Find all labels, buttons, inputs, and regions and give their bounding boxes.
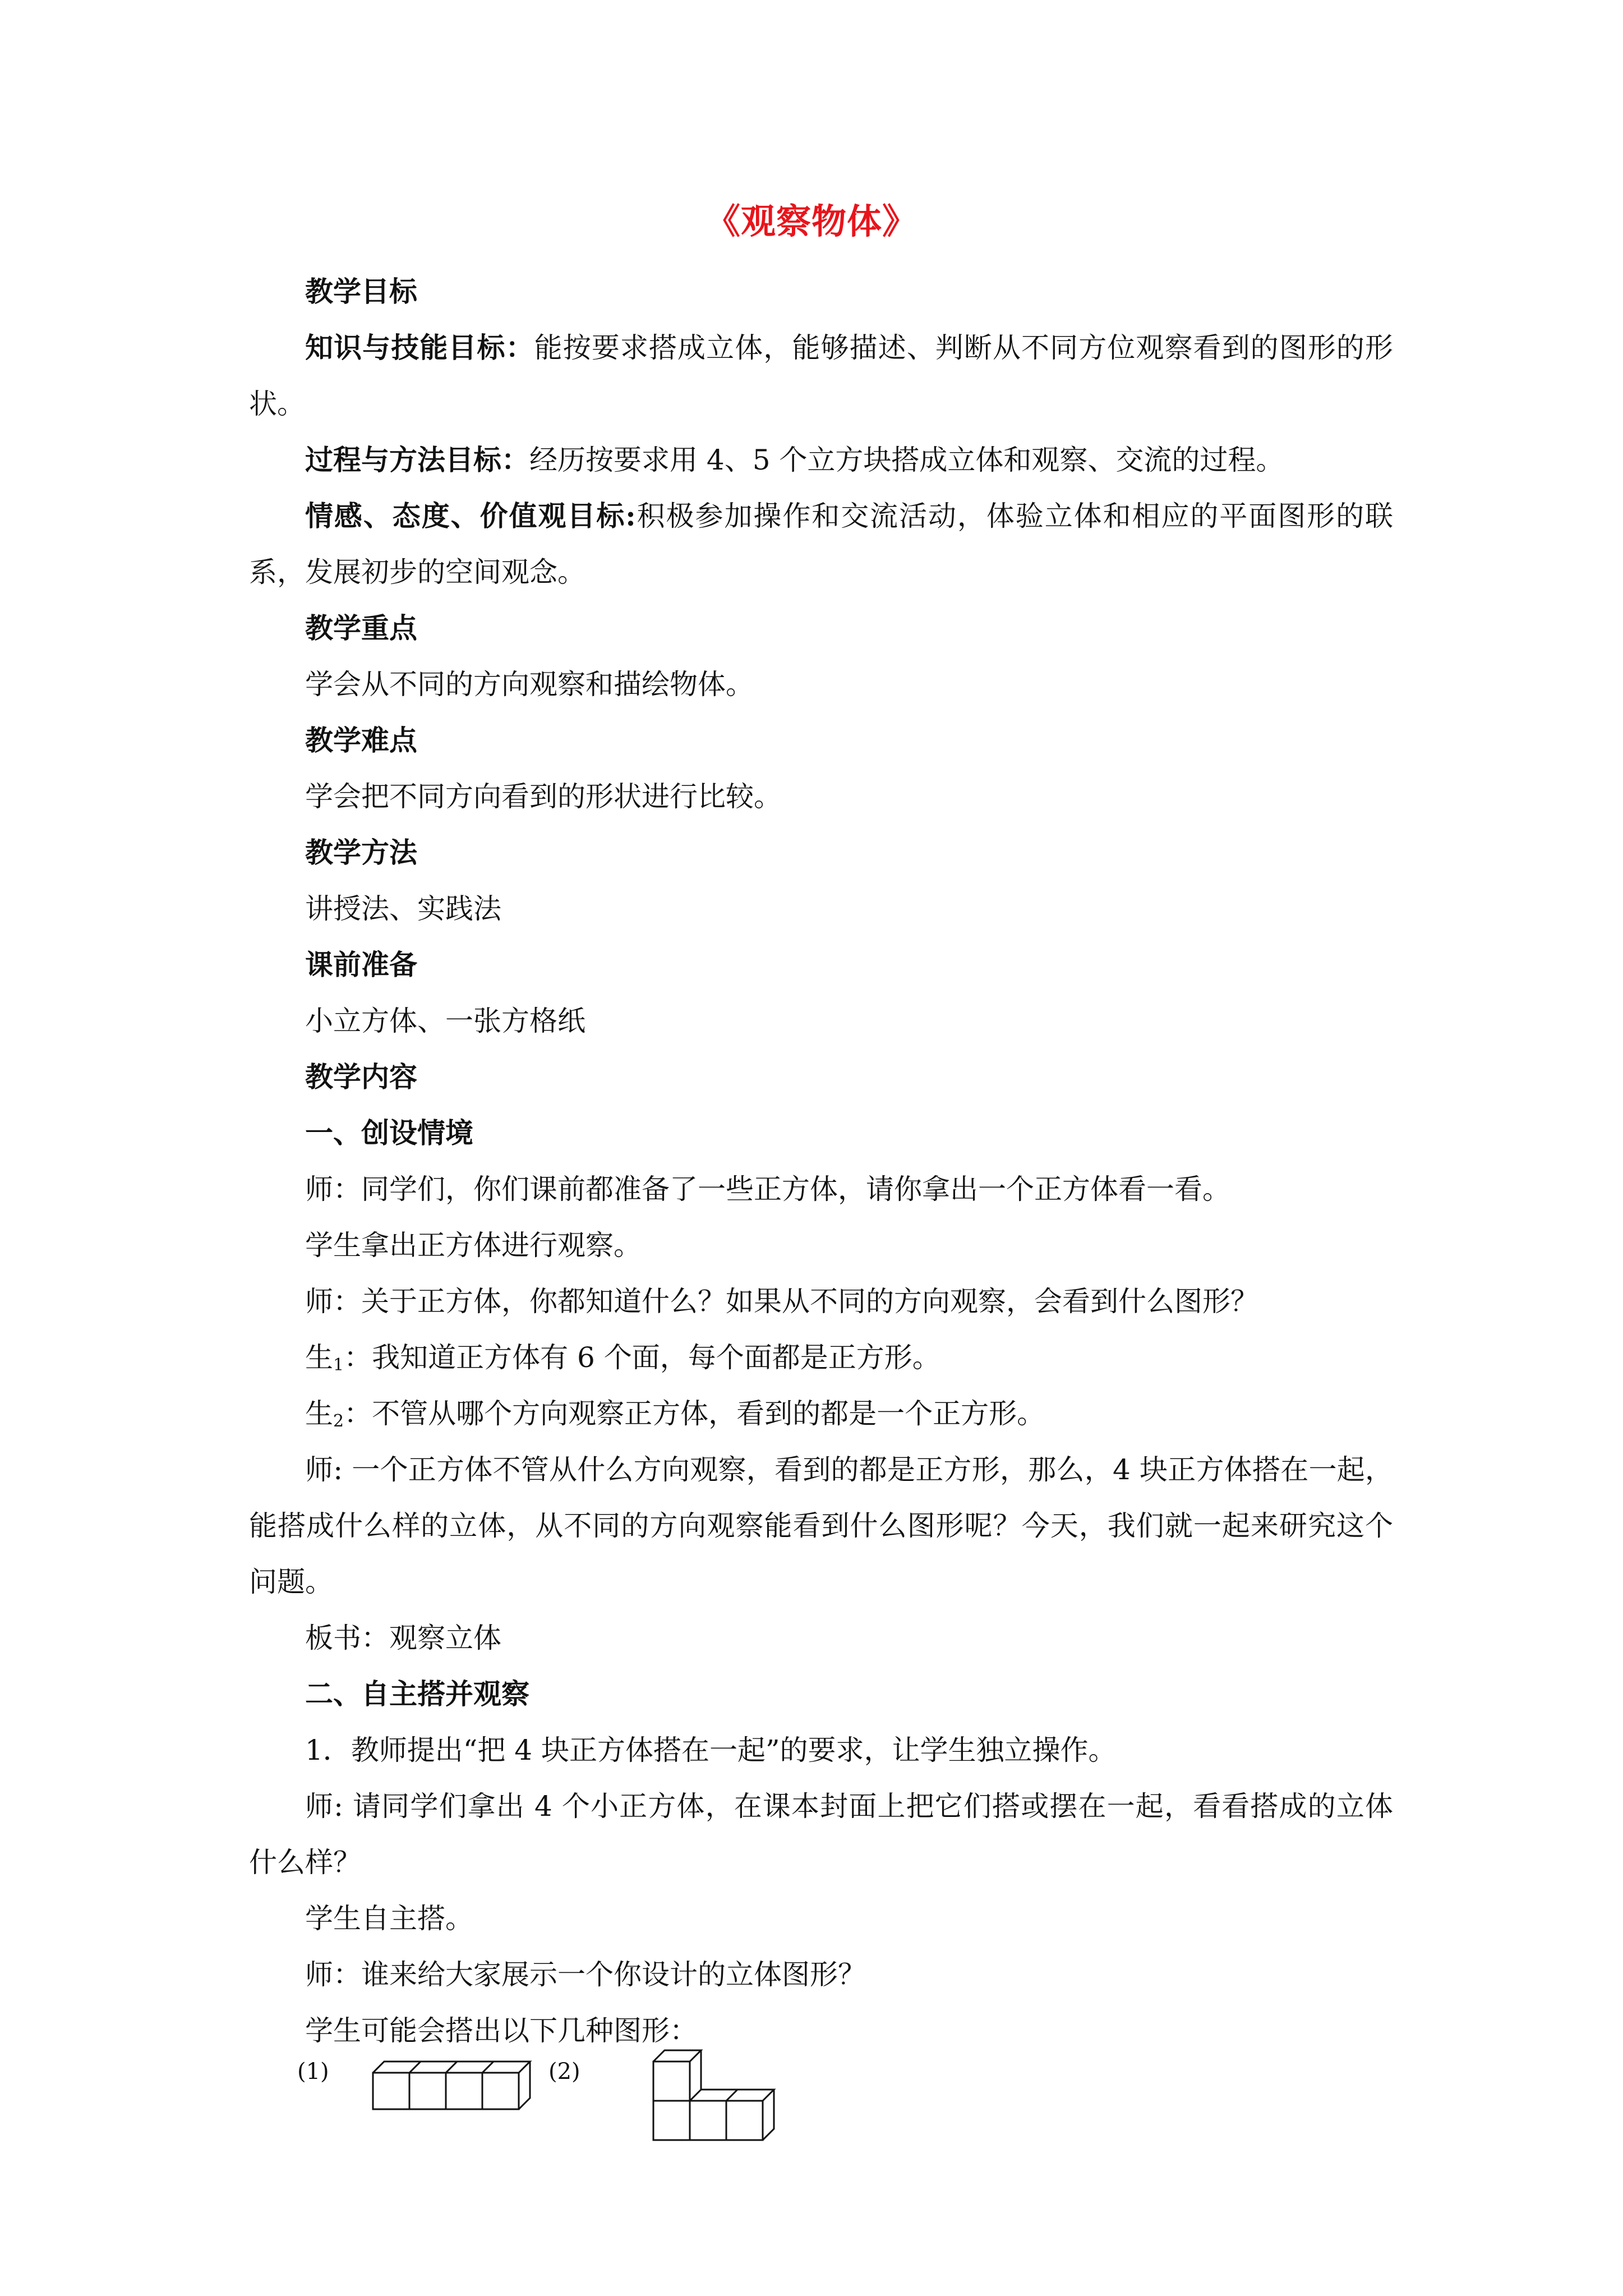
dialogue-line-8: 学生自主搭。 <box>305 1902 473 1935</box>
heading-key-points: 教学重点 <box>305 611 417 645</box>
text-key-points: 学会从不同的方向观察和描绘物体。 <box>305 668 754 701</box>
instruction-line-1: 1．教师提出“把 4 块正方体搭在一起”的要求，让学生独立操作。 <box>305 1734 1117 1766</box>
dialogue-text: ：我知道正方体有 6 个面，每个面都是正方形。 <box>344 1341 940 1374</box>
heading-part-2: 二、自主搭并观察 <box>305 1677 529 1710</box>
text-emotion-goal: 积极参加操作和交流活动，体验立体和相应的平面图形的联系，发展初步的空间观念。 <box>249 500 1393 588</box>
cube-figures <box>297 2053 858 2154</box>
figure-2-cube-l-shape <box>651 2036 796 2165</box>
dialogue-line-1: 师：同学们，你们课前都准备了一些正方体，请你拿出一个正方体看一看。 <box>305 1173 1230 1205</box>
speaker-student: 生 <box>305 1341 333 1374</box>
text-teaching-method: 讲授法、实践法 <box>305 892 501 925</box>
label-emotion-goal: 情感、态度、价值观目标: <box>305 499 636 532</box>
board-writing: 板书：观察立体 <box>305 1622 501 1654</box>
text-knowledge-goal: 能按要求搭成立体，能够描述、判断从不同方位观察看到的图形的形状。 <box>249 332 1394 420</box>
text-preparation: 小立方体、一张方格纸 <box>305 1005 585 1037</box>
heading-part-1: 一、创设情境 <box>305 1116 473 1149</box>
document-title: 《观察物体》 <box>705 201 917 242</box>
figure-1-label: (1) <box>297 2059 329 2085</box>
heading-preparation: 课前准备 <box>305 948 417 981</box>
heading-difficult-points: 教学难点 <box>305 724 417 757</box>
paragraph-process-goal <box>249 432 1393 488</box>
dialogue-line-4 <box>249 1329 1393 1386</box>
dialogue-line-5 <box>249 1386 1393 1442</box>
paragraph-emotion-goal <box>249 488 1393 600</box>
heading-teaching-method: 教学方法 <box>305 836 417 869</box>
heading-teaching-content: 教学内容 <box>305 1060 417 1093</box>
figure-1-cube-row <box>370 2053 555 2120</box>
dialogue-line-6: 师: 一个正方体不管从什么方向观察，看到的都是正方形，那么，4 块正方体搭在一起，能搭成什么样的立体，从不同的方向观察能看到什么图形呢？今天，我们就一起来研究这个问题。 <box>249 1453 1393 1598</box>
dialogue-line-9: 师：谁来给大家展示一个你设计的立体图形？ <box>305 1958 866 1991</box>
label-process-goal: 过程与方法目标： <box>305 443 529 476</box>
dialogue-line-10: 学生可能会搭出以下几种图形： <box>305 2014 698 2047</box>
text-process-goal: 经历按要求用 4、5 个立方块搭成立体和观察、交流的过程。 <box>529 444 1284 476</box>
speaker-student: 生 <box>305 1397 333 1430</box>
label-knowledge-goal: 知识与技能目标： <box>305 331 534 364</box>
speaker-index: 2 <box>333 1411 344 1431</box>
dialogue-line-2: 学生拿出正方体进行观察。 <box>305 1229 642 1262</box>
figure-2-label: (2) <box>548 2059 580 2085</box>
dialogue-line-3: 师：关于正方体，你都知道什么？如果从不同的方向观察，会看到什么图形？ <box>305 1285 1258 1318</box>
document-body <box>249 264 1393 2059</box>
paragraph-knowledge-goal <box>249 320 1393 432</box>
text-difficult-points: 学会把不同方向看到的形状进行比较。 <box>305 780 782 813</box>
heading-teaching-goals: 教学目标 <box>305 275 417 308</box>
speaker-index: 1 <box>333 1355 344 1375</box>
dialogue-line-7: 师: 请同学们拿出 4 个小正方体，在课本封面上把它们搭或摆在一起，看看搭成的立体什么样？ <box>249 1790 1393 1879</box>
dialogue-text: ：不管从哪个方向观察正方体，看到的都是一个正方形。 <box>344 1397 1045 1430</box>
